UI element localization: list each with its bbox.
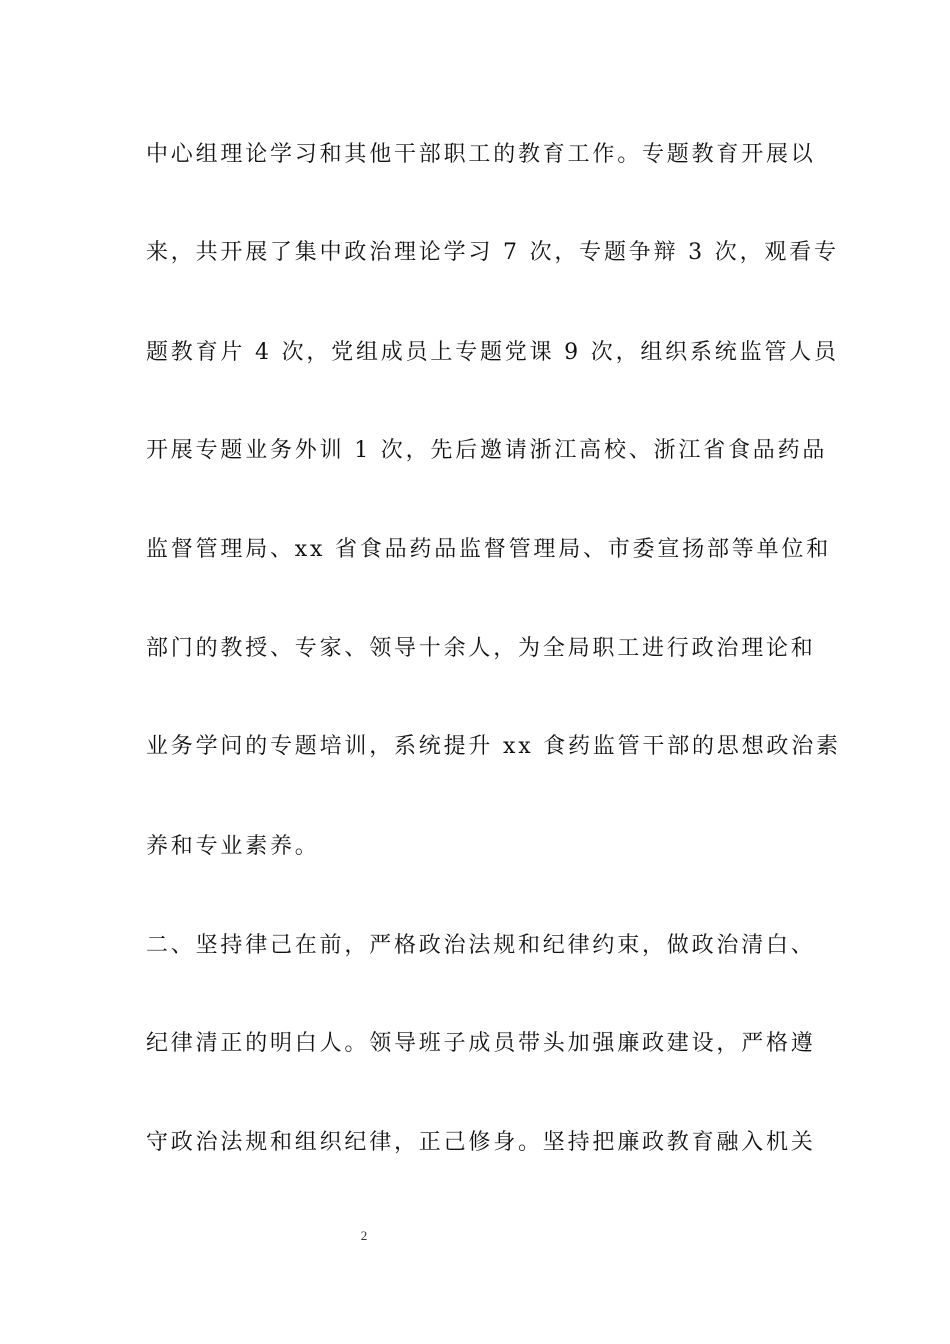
text-line-5: 监督管理局、xx 省食品药品监督管理局、市委宣扬部等单位和 (146, 537, 832, 562)
text-line-3: 题教育片 4 次，党组成员上专题党课 9 次，组织系统监管人员 (146, 340, 839, 365)
text-line-7: 业务学问的专题培训，系统提升 xx 食药监管干部的思想政治素 (146, 734, 841, 759)
text-line-4: 开展专题业务外训 1 次，先后邀请浙江高校、浙江省食品药品 (146, 438, 828, 463)
text-line-1: 中心组理论学习和其他干部职工的教育工作。专题教育开展以 (146, 142, 816, 167)
text-line-8: 养和专业素养。 (146, 834, 320, 859)
text-line-2: 来，共开展了集中政治理论学习 7 次，专题争辩 3 次，观看专 (146, 240, 839, 265)
text-line-9: 二、坚持律己在前，严格政治法规和纪律约束，做政治清白、 (146, 933, 816, 958)
text-line-6: 部门的教授、专家、领导十余人，为全局职工进行政治理论和 (146, 636, 816, 661)
page-number: 2 (360, 1228, 368, 1243)
text-line-10: 纪律清正的明白人。领导班子成员带头加强廉政建设，严格遵 (146, 1031, 816, 1056)
text-line-11: 守政治法规和组织纪律，正己修身。坚持把廉政教育融入机关 (146, 1130, 816, 1155)
